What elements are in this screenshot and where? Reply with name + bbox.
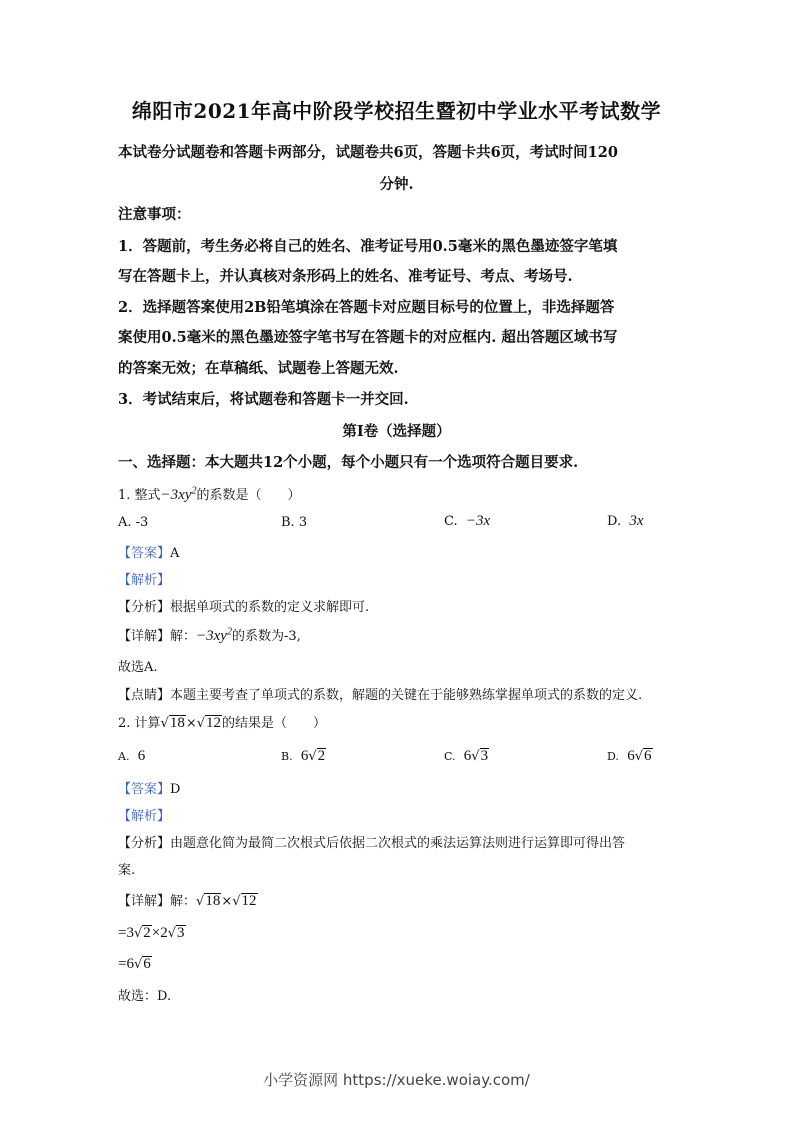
q2-option-c-label: C. [444,750,456,763]
q2-step-1: =3√2×2√3 [118,925,185,941]
q2-option-a-value: 6 [137,748,146,764]
q1-answer-value: A [170,546,180,561]
q2-stem: 2. 计算√18×√12的结果是（ ） [118,715,327,731]
q2-detail-radicand-1: 18 [205,893,221,909]
q1-exponent: 2 [191,485,197,497]
q1-option-c-math: −3x [465,513,491,529]
q1-detail-label: 【详解】 [118,629,171,644]
q1-dianjing-text: 本题主要考查了单项式的系数，解题的关键在于能够熟练掌握单项式的系数的定义. [170,688,643,703]
notice-heading: 注意事项： [118,206,191,223]
q1-option-d-math: 3x [629,513,644,529]
q2-option-b: B. 6√2 [281,748,326,764]
q1-detail-expression: −3xy [196,628,227,644]
q2-step-1-mid: ×2 [151,925,168,941]
q1-option-c-label: C. [444,514,458,529]
q2-fenxi-line-2: 案. [118,863,136,878]
q2-detail-label: 【详解】 [118,894,171,909]
q1-conclusion: 故选A. [118,660,158,675]
q1-detail-exponent: 2 [226,626,232,638]
notice-2-line-1: 2．选择题答案使用2B铅笔填涂在答题卡对应题目标号的位置上，非选择题答 [118,299,615,316]
q1-dianjing [118,684,642,703]
q2-option-b-label: B. [281,750,293,763]
q2-option-d-radicand: 6 [644,748,652,764]
q2-answer [118,778,180,797]
q2-conclusion: 故选：D. [118,989,172,1004]
q2-answer-label: 【答案】 [118,782,171,797]
footer-watermark: 小学资源网 https://xueke.woiay.com/ [263,1071,530,1089]
q2-step-1-radicand-1: 2 [143,925,151,941]
q2-detail: 【详解】解：√18×√12 [118,893,257,909]
q2-option-a [118,748,145,765]
q2-option-b-radicand: 2 [317,748,326,764]
q2-option-d: D. 6√6 [607,748,652,764]
q1-option-d-label: D. [607,514,622,529]
q1-fenxi-label: 【分析】 [118,600,171,615]
q1-option-a: A. -3 [118,515,149,530]
q1-detail [118,625,301,645]
document-title: 绵阳市2021年高中阶段学校招生暨初中学业水平考试数学 [131,99,662,123]
notice-3: 3．考试结束后，将试题卷和答题卡一并交回. [118,391,409,408]
q1-expression: −3xy [160,487,192,503]
q2-analysis-label: 【解析】 [118,809,171,824]
q2-fenxi-label: 【分析】 [118,836,171,851]
q2-times: × [185,716,197,731]
q1-detail-prefix: 解： [170,629,197,644]
q2-detail-radicand-2: 12 [241,893,257,909]
q1-fenxi-text: 根据单项式的系数的定义求解即可. [170,600,370,615]
q1-dianjing-label: 【点睛】 [118,688,171,703]
q2-detail-prefix: 解： [170,894,197,909]
q2-option-c-coef: 6 [463,748,472,764]
q2-fenxi-line-1 [118,832,625,851]
q2-step-1-pre: =3 [118,925,134,941]
q1-stem [118,484,301,504]
q1-answer [118,542,179,561]
q1-option-b: B. 3 [281,515,308,530]
intro-line-1: 本试卷分试题卷和答题卡两部分，试题卷共6页，答题卡共6页，考试时间120 [118,144,618,161]
q2-option-c-radicand: 3 [480,748,489,764]
part-heading: 一、选择题：本大题共12个小题，每个小题只有一个选项符合题目要求. [118,454,579,471]
q1-prefix: 1. 整式 [118,488,161,503]
q1-analysis-label: 【解析】 [118,573,171,588]
q2-option-d-coef: 6 [627,748,635,764]
q2-fenxi-text-1: 由题意化简为最简二次根式后依据二次根式的乘法运算法则进行运算即可得出答 [170,836,626,851]
q2-detail-times: × [221,894,233,909]
q2-option-a-label: A. [118,750,130,763]
q2-step-2-radicand: 6 [143,956,151,972]
q2-step-2: =6√6 [118,956,151,972]
q2-option-b-coef: 6 [300,748,309,764]
q2-radicand-1: 18 [169,715,185,731]
q1-option-c [444,513,490,530]
notice-2-line-2: 案使用0.5毫米的黑色墨迹签字笔书写在答题卡的对应框内. 超出答题区域书写 [118,329,618,346]
q1-detail-suffix: 的系数为-3, [231,629,301,644]
section-title: 第Ⅰ卷（选择题） [342,423,451,440]
q2-step-1-radicand-2: 3 [177,925,185,941]
q2-prefix: 2. 计算 [118,716,161,731]
q2-option-d-label: D. [607,750,619,763]
q1-fenxi [118,596,369,615]
q2-answer-value: D [170,782,181,797]
q1-suffix: 的系数是（ ） [196,488,301,503]
q2-radicand-2: 12 [206,715,222,731]
q2-option-c: C. 6√3 [444,748,489,764]
intro-line-2: 分钟. [379,176,414,193]
q1-option-d [607,513,644,530]
q1-answer-label: 【答案】 [118,546,171,561]
q2-suffix: 的结果是（ ） [222,716,327,731]
notice-2-line-3: 的答案无效；在草稿纸、试题卷上答题无效. [118,360,399,377]
notice-1-line-1: 1．答题前，考生务必将自己的姓名、准考证号用0.5毫米的黑色墨迹签字笔填 [118,238,618,255]
notice-1-line-2: 写在答题卡上，并认真核对条形码上的姓名、准考证号、考点、考场号. [118,268,573,285]
q2-step-2-pre: =6 [118,956,134,972]
